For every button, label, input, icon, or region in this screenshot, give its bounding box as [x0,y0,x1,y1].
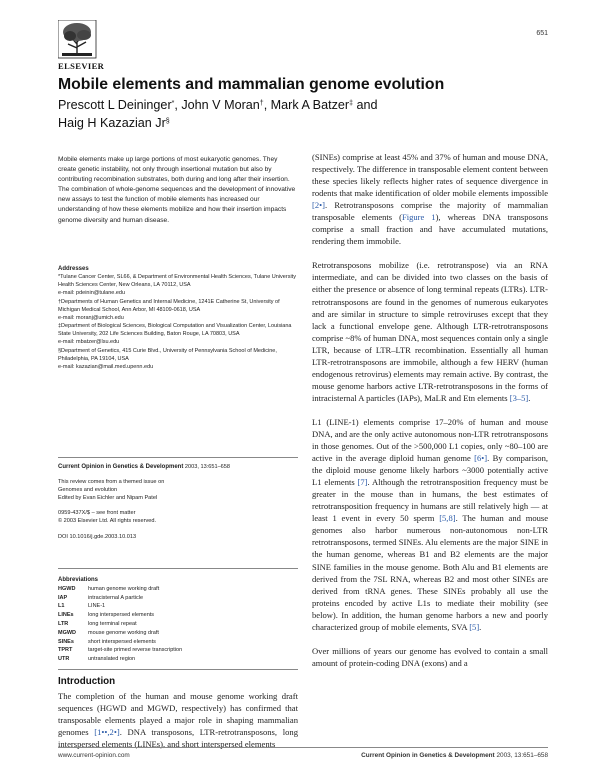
elsevier-logo [58,20,120,72]
abbreviation-key: IAP [58,594,68,601]
journal-citation: 2003, 13:651–658 [183,464,231,470]
author-3: , Mark A Batzer [263,98,350,112]
body-text: L1 (LINE-1) elements comprise 17–20% of human and mouse DNA, and are the only active autonomous non-LTR retrotransposons in those genomes. Out of the >500,000 L1 copies, only ~80–100 are active in the average diploid human genome [312,416,548,464]
publisher-name: ELSEVIER [58,61,105,71]
abbreviation-row [58,602,298,611]
body-text: The completion of the human and mouse genome working draft sequences (HGWD and MGWD, respectively) has confirmed that transposable elements played a major role in shaping mammalian genomes [58,691,298,738]
abbreviation-definition: long terminal repeat [88,620,137,627]
footer-citation [361,752,548,759]
footer-journal: Current Opinion in Genetics & Development [361,752,495,759]
citation-link[interactable]: [2•] [312,200,325,211]
author-2: , John V Moran [174,98,260,112]
body-text: . Retrotransposons comprise the majority of mammalian transposable elements ( [312,200,548,223]
citation-link[interactable]: [7] [357,477,368,488]
abbreviation-definition: target-site primed reverse transcription [88,647,183,654]
author-and: and [352,98,378,112]
footer-website[interactable]: www.current-opinion.com [58,752,130,759]
abbreviation-row [58,629,298,638]
abbreviation-key: UTR [58,656,70,663]
citation-link[interactable]: [5,8] [439,513,456,524]
address-line: ‡Department of Biological Sciences, Biological Computation and Visualization Center, Louisiana State University, 202 Life Sciences Building, Baton Rouge, LA 70803, USA [58,323,292,338]
abstract: Mobile elements make up large portions of most eukaryotic genomes. They create genetic instability, not only through insertional mutation but also by contributing recombination substrates, both during and long after their insertion. The combination of whole-genome sequences and the development of innovative new assays to test the function of mobile elements has increased our understanding of how these elements mobilize and how their insertion impacts genome diversity and human disease. [58,156,296,224]
paragraph [312,416,548,633]
paragraph: Over millions of years our genome has evolved to contain a small amount of protein-coding DNA (exons) and a [312,645,548,668]
abbreviations-heading: Abbreviations [58,577,99,583]
addresses-block [58,265,298,371]
email-line: e-mail: mbatzer@lsu.edu [58,339,120,346]
divider [58,568,298,569]
citation-link[interactable]: [6•] [474,453,488,464]
email-line: e-mail: moranj@umich.edu [58,314,124,321]
email-line: e-mail: pdeinin@tulane.edu [58,290,126,297]
abbreviation-definition: intracisternal A particle [88,594,144,601]
addresses-heading: Addresses [58,266,89,272]
tree-icon [58,20,120,60]
abbreviations-block [58,576,298,664]
abbreviation-key: L1 [58,603,65,610]
issue-topic: Genomes and evolution [58,487,118,494]
abbreviation-row [58,646,298,655]
issue-note: This review comes from a themed issue on [58,479,165,486]
paragraph [312,259,548,404]
citation-link[interactable]: [5] [469,621,480,632]
abbreviation-row [58,638,298,647]
issue-editors: Edited by Evan Eichler and Nipam Patel [58,495,158,502]
body-text: . The human and mouse genomes also harbor numerous non-autonomous non-LTR retrotransposons, termed SINEs. Alu elements are the major SINE in the human genome, whereas B1 and B2 elements are the major SINE families in the mouse genome. Both Alu and B1 elements are derived from the 7SL RNA, whereas B2 and most other SINEs are derived from tRNA genes. These SINEs probably all use the proteins encoded by active L1s to mediate their mobility (see below). In addition, the human genome harbors a new and poorly characterized group of mobile elements, SVA [312,513,549,632]
page-number: 651 [536,30,548,37]
body-text: . Although the retrotransposition frequency must be greater in the mouse than in humans, the best estimates of retrotransposition frequency in humans are still relatively high — at least 1 event in every 50 sperm [312,477,548,524]
figure-link[interactable]: Figure 1 [401,212,436,223]
address-line: *Tulane Cancer Center, SL66, & Department of Environmental Health Sciences, Tulane University Health Sciences Center, New Orleans, LA 70112, USA [58,274,296,289]
body-text: . [528,392,531,403]
abbreviation-row [58,594,298,603]
abbreviation-definition: long interspersed elements [88,612,155,619]
abbreviation-row [58,611,298,620]
abbreviation-key: LTR [58,620,69,627]
article-title: Mobile elements and mammalian genome evolution [58,76,445,93]
abbreviation-row [58,585,298,594]
abbreviation-key: LINEs [58,612,74,619]
doi: DOI 10.1016/j.gde.2003.10.013 [58,533,137,540]
address-line: †Departments of Human Genetics and Internal Medicine, 1241E Catherine St, University of Michigan Medical School, Ann Arbor, MI 48109-0618, USA [58,298,280,313]
abbreviation-key: HGWD [58,585,76,592]
author-4-mark: § [165,118,170,125]
journal-name: Current Opinion in Genetics & Development [58,464,184,470]
body-text: (SINEs) comprise at least 45% and 37% of human and mouse DNA, respectively. The difference in transposable element content between these species likely reflects higher rates of sequence divergence in rodents that make identification of older mobile elements impossible [312,152,548,199]
divider [58,669,298,670]
citation-link[interactable]: [1••,2•] [94,727,120,738]
divider [58,457,298,458]
author-list [58,96,538,132]
footer-divider [58,747,548,748]
abbreviation-definition: LINE-1 [88,603,106,610]
author-3-mark: ‡ [349,100,353,107]
abbreviation-definition: human genome working draft [88,585,160,592]
right-column-text [312,151,548,681]
abbreviation-key: TPRT [58,647,73,654]
author-2-mark: † [259,100,264,107]
footer-issue: 2003, 13:651–658 [494,752,548,759]
email-line: e-mail: kazazian@mail.med.upenn.edu [58,363,154,370]
abbreviation-definition: untranslated region [88,656,136,663]
paragraph [312,151,548,247]
body-text: ), whereas DNA transposons comprise a small fraction and have accumulated mutations, rendering them immobile. [312,212,548,247]
author-4: Haig H Kazazian Jr [58,116,166,130]
abbreviation-key: MGWD [58,629,77,636]
body-text: Retrotransposons mobilize (i.e. retrotranspose) via an RNA intermediate, and can be divided into two classes on the basis of either the presence or absence of long terminal repeats (LTRs). LTR-retrotransposons are found in the genomes of numerous eukaryotes and are similar in structure to simple retroviruses except that they lack a functional envelope gene. Although LTR-retrotransposons comprise ~8% of human DNA, most sequences contain only a single LTR, because of LTR–LTR recombination. Essentially all human LTR-retrotransposons are immobile, although a few HERV (human endogenous retrovirus) elements may remain active. By contrast, the mouse genome harbors active LTR-retrotransposons in the forms of intracisternal A particles (IAPs), MaLR and Etn elements [312,260,548,403]
body-text: . By comparison, the diploid mouse genome likely harbors ~3000 potentially active L1 elements [312,453,548,488]
author-1-mark: * [171,100,175,107]
abbreviation-row [58,655,298,664]
citation-link[interactable]: [3–5] [509,392,529,403]
body-text: . DNA transposons, LTR-retrotransposons, long interspersed elements (LINEs), and short interspersed elements [58,727,298,750]
issn: 0959-437X/$ – see front matter [58,510,136,517]
abbreviation-key: SINEs [58,638,74,645]
author-1: Prescott L Deininger [58,98,172,112]
section-heading-introduction: Introduction [58,676,116,687]
abbreviation-definition: mouse genome working draft [88,629,159,636]
abbreviation-row [58,620,298,629]
publication-info [58,463,298,541]
abbreviation-definition: short interspersed elements [88,638,156,645]
address-line: §Department of Genetics, 415 Curie Blvd., University of Pennsylvania School of Medicine, Philadelphia, PA 19104, USA [58,347,277,362]
copyright: © 2003 Elsevier Ltd. All rights reserved. [58,518,157,525]
introduction-text [58,690,298,750]
body-text: . [479,621,482,632]
